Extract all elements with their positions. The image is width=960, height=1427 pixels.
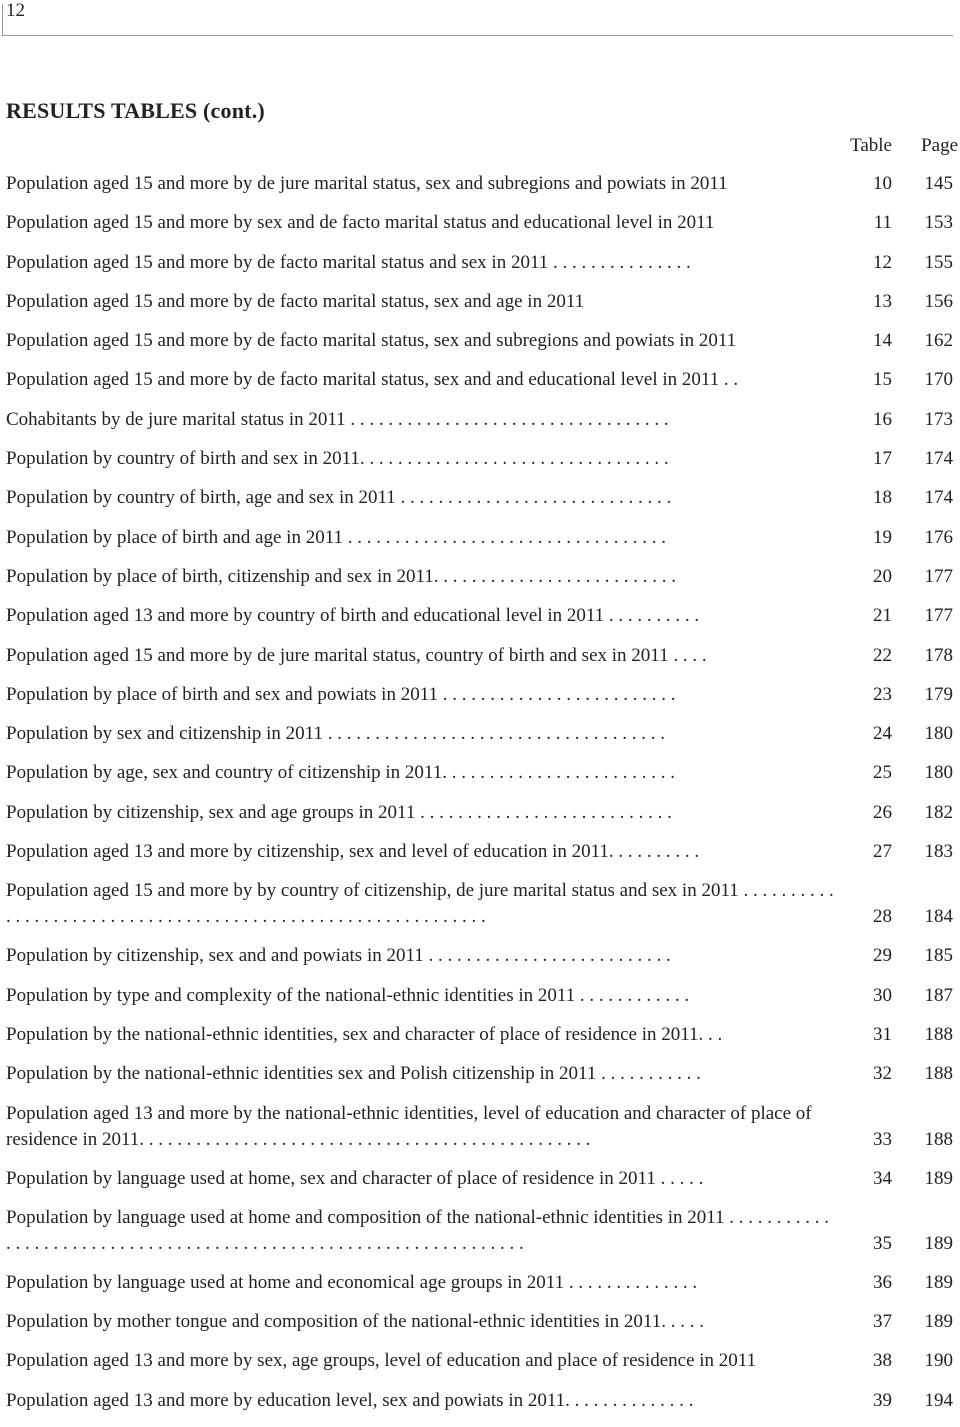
toc-entry-title: Population by language used at home, sex and character of place of residence in 2011 . . . . . [6, 1167, 704, 1189]
toc-entry-title: Population aged 13 and more by the national-ethnic identities, level of education and character of place of residence in 2011. . . . . . . . . . . . . . . . . . . . . . . . . . . . . . . . . . . . . . . . . . . . . . . . [6, 1102, 812, 1150]
toc-entry[interactable] [6, 289, 958, 328]
toc-page-number: 189 [924, 1167, 953, 1189]
toc-entry[interactable] [6, 682, 958, 721]
toc-entry-title: Population aged 15 and more by de facto marital status, sex and age in 2011 [6, 290, 585, 312]
toc-table-number: 24 [873, 723, 892, 745]
toc-page-number: 182 [924, 801, 953, 823]
toc-entry[interactable] [6, 1205, 958, 1270]
toc-page-number: 176 [924, 526, 953, 548]
toc-page-number: 179 [924, 683, 953, 705]
toc-table-number: 16 [873, 408, 892, 430]
toc-entry-title: Population by place of birth and sex and powiats in 2011 . . . . . . . . . . . . . . . . . . . . . . . . . [6, 683, 676, 705]
toc-table-number: 31 [873, 1023, 892, 1045]
toc-page-number: 174 [924, 487, 953, 509]
toc-entry-title: Population by place of birth and age in 2011 . . . . . . . . . . . . . . . . . . . . . . . . . . . . . . . . . . [6, 526, 666, 548]
toc-list [6, 171, 958, 1427]
toc-entry[interactable] [6, 1166, 958, 1205]
toc-table-number: 33 [873, 1128, 892, 1150]
toc-entry[interactable] [6, 1270, 958, 1309]
toc-table-number: 17 [873, 448, 892, 470]
toc-page-number: 188 [924, 1063, 953, 1085]
toc-page-number: 189 [924, 1232, 953, 1254]
toc-entry[interactable] [6, 760, 958, 799]
toc-entry[interactable] [6, 603, 958, 642]
toc-entry[interactable] [6, 367, 958, 406]
toc-table-number: 36 [873, 1271, 892, 1293]
toc-entry-title: Population by language used at home and economical age groups in 2011 . . . . . . . . . . . . . . [6, 1271, 698, 1293]
toc-page-number: 188 [924, 1128, 953, 1150]
toc-page-number: 180 [924, 762, 953, 784]
toc-entry[interactable] [6, 564, 958, 603]
toc-page-number: 183 [924, 841, 953, 863]
toc-entry-title: Population aged 15 and more by de facto marital status, sex and and educational level in 2011 . . [6, 369, 739, 391]
toc-entry-title: Population by type and complexity of the national-ethnic identities in 2011 . . . . . . . . . . . . [6, 984, 690, 1006]
toc-table-number: 30 [873, 984, 892, 1006]
toc-entry[interactable] [6, 643, 958, 682]
toc-entry[interactable] [6, 446, 958, 485]
toc-page-number: 187 [924, 984, 953, 1006]
toc-entry[interactable] [6, 1022, 958, 1061]
toc-entry-title: Population by country of birth and sex in 2011. . . . . . . . . . . . . . . . . . . . . . . . . . . . . . . . . [6, 448, 669, 470]
toc-table-number: 14 [873, 330, 892, 352]
toc-page-number: 180 [924, 723, 953, 745]
page-number: 12 [6, 0, 25, 21]
toc-entry[interactable] [6, 210, 958, 249]
toc-entry-title: Population by country of birth, age and sex in 2011 . . . . . . . . . . . . . . . . . . . . . . . . . . . . . [6, 487, 672, 509]
header-rule [2, 4, 953, 36]
toc-entry-title: Population by age, sex and country of citizenship in 2011. . . . . . . . . . . . . . . . . . . . . . . . . [6, 762, 675, 784]
toc-table-number: 11 [873, 212, 892, 234]
section-title: RESULTS TABLES (cont.) [6, 98, 265, 123]
toc-page-number: 189 [924, 1271, 953, 1293]
toc-entry[interactable] [6, 407, 958, 446]
toc-entry[interactable] [6, 171, 958, 210]
toc-entry-title: Population aged 13 and more by citizenship, sex and level of education in 2011. . . . . . . . . . [6, 841, 700, 863]
toc-page-number: 189 [924, 1311, 953, 1333]
toc-page-number: 184 [924, 906, 953, 928]
toc-entry-title: Population aged 13 and more by education level, sex and powiats in 2011. . . . . . . . . . . . . . [6, 1389, 694, 1411]
toc-entry-title: Population aged 15 and more by de facto marital status and sex in 2011 . . . . . . . . . . . . . . . [6, 251, 691, 273]
toc-page-number: 178 [924, 644, 953, 666]
toc-table-number: 22 [873, 644, 892, 666]
toc-entry[interactable] [6, 839, 958, 878]
toc-entry-title: Population aged 15 and more by de jure marital status, country of birth and sex in 2011 . . . . [6, 644, 707, 666]
toc-page-number: 185 [924, 945, 953, 967]
toc-table-number: 18 [873, 487, 892, 509]
toc-entry[interactable] [6, 983, 958, 1022]
toc-entry[interactable] [6, 525, 958, 564]
toc-page-number: 173 [924, 408, 953, 430]
toc-entry-title: Population aged 15 and more by sex and de facto marital status and educational level in 2011 [6, 212, 715, 234]
toc-page-number: 162 [924, 330, 953, 352]
toc-table-number: 32 [873, 1063, 892, 1085]
toc-entry[interactable] [6, 328, 958, 367]
toc-table-number: 37 [873, 1311, 892, 1333]
toc-entry-title: Population by sex and citizenship in 2011 . . . . . . . . . . . . . . . . . . . . . . . . . . . . . . . . . . . . [6, 723, 665, 745]
toc-entry-title: Population by language used at home and composition of the national-ethnic identities in 2011 . . . . . . . . . . . . . . . . . . . . . . . . . . . . . . . . . . . . . . . . . . . . . . . . . . . . . . . . . . . . . . . . . . [6, 1206, 830, 1254]
toc-entry[interactable] [6, 1101, 958, 1166]
toc-table-number: 21 [873, 605, 892, 627]
column-header-page: Page [921, 135, 958, 156]
toc-entry[interactable] [6, 878, 958, 943]
toc-table-number: 39 [873, 1389, 892, 1411]
toc-entry-title: Population aged 15 and more by by country of citizenship, de jure marital status and sex in 2011 . . . . . . . . . . . . . . . . . . . . . . . . . . . . . . . . . . . . . . . . . . . . . . . . . . . . . . . . . . . . . [6, 880, 834, 928]
toc-page-number: 145 [924, 173, 953, 194]
toc-table-number: 29 [873, 945, 892, 967]
toc-entry[interactable] [6, 1348, 958, 1387]
toc-entry-title: Population by place of birth, citizenship and sex in 2011. . . . . . . . . . . . . . . . . . . . . . . . . . [6, 565, 677, 587]
toc-entry[interactable] [6, 943, 958, 982]
toc-page-number: 174 [924, 448, 953, 470]
toc-entry[interactable] [6, 721, 958, 760]
toc-page-number: 170 [924, 369, 953, 391]
toc-entry[interactable] [6, 485, 958, 524]
column-header-table: Table [850, 135, 892, 156]
toc-entry-title: Population by the national-ethnic identities sex and Polish citizenship in 2011 . . . . . . . . . . . [6, 1063, 701, 1085]
toc-table-number: 10 [873, 173, 892, 194]
toc-table-number: 23 [873, 683, 892, 705]
toc-table-number: 15 [873, 369, 892, 391]
toc-entry-title: Cohabitants by de jure marital status in 2011 . . . . . . . . . . . . . . . . . . . . . . . . . . . . . . . . . . [6, 408, 669, 430]
toc-table-number: 34 [873, 1167, 892, 1189]
toc-table-number: 38 [873, 1350, 892, 1372]
toc-table-number: 27 [873, 841, 892, 863]
toc-table-number: 35 [873, 1232, 892, 1254]
toc-entry-title: Population aged 13 and more by sex, age groups, level of education and place of residence in 2011 [6, 1350, 757, 1372]
toc-entry[interactable] [6, 1061, 958, 1100]
toc-page-number: 177 [924, 605, 953, 627]
toc-entry[interactable] [6, 800, 958, 839]
toc-table-number: 13 [873, 290, 892, 312]
toc-entry-title: Population by mother tongue and composition of the national-ethnic identities in 2011. . . . . [6, 1311, 704, 1333]
toc-page-number: 188 [924, 1023, 953, 1045]
toc-entry[interactable] [6, 250, 958, 289]
toc-table-number: 28 [873, 906, 892, 928]
toc-page-number: 156 [924, 290, 953, 312]
toc-page-number: 177 [924, 565, 953, 587]
toc-table-number: 19 [873, 526, 892, 548]
toc-entry-title: Population by the national-ethnic identities, sex and character of place of residence in 2011. . . [6, 1023, 723, 1045]
toc-entry-title: Population aged 13 and more by country of birth and educational level in 2011 . . . . . . . . . . [6, 605, 700, 627]
toc-table-number: 25 [873, 762, 892, 784]
toc-page-number: 153 [924, 212, 953, 234]
toc-page-number: 155 [924, 251, 953, 273]
toc-entry-title: Population by citizenship, sex and age groups in 2011 . . . . . . . . . . . . . . . . . . . . . . . . . . . [6, 801, 672, 823]
toc-entry[interactable] [6, 1388, 958, 1427]
toc-page-number: 190 [924, 1350, 953, 1372]
toc-entry-title: Population by citizenship, sex and and powiats in 2011 . . . . . . . . . . . . . . . . . . . . . . . . . . [6, 945, 671, 967]
toc-table-number: 20 [873, 565, 892, 587]
toc-table-number: 26 [873, 801, 892, 823]
toc-table-number: 12 [873, 251, 892, 273]
toc-entry[interactable] [6, 1309, 958, 1348]
toc-page-number: 194 [924, 1389, 953, 1411]
toc-entry-title: Population aged 15 and more by de facto marital status, sex and subregions and powiats in 2011 [6, 330, 737, 352]
toc-entry-title: Population aged 15 and more by de jure marital status, sex and subregions and powiats in 2011 [6, 173, 728, 194]
